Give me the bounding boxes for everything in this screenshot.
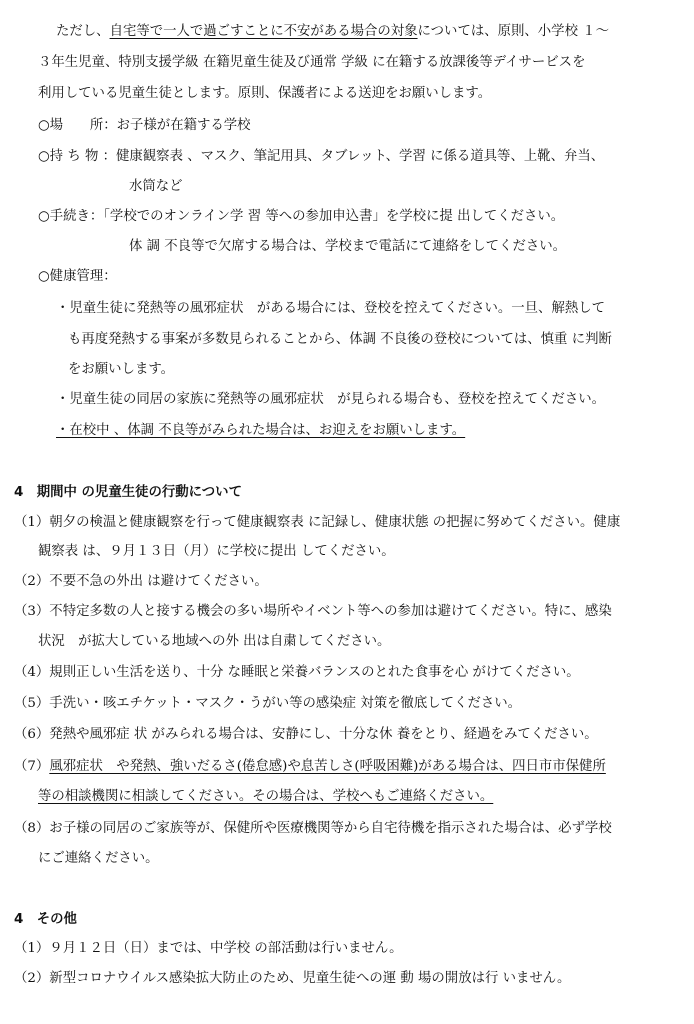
s4-item-7 — [14, 760, 606, 773]
intro-underlined: 自宅等で一人で過ごすことに不安がある場合の対象 — [109, 24, 418, 39]
s4-item-7-line-2: 等の相談機関に相談してください。その場合は、学校へもご連絡ください。 — [38, 789, 494, 804]
health-bullet-1-line-2: も再度発熱する事案が多数見られることから、体調 不良後の登校については、慎重 に判断 — [68, 332, 612, 347]
s4-item-5: （5）手洗い・咳エチケット・マスク・うがい等の感染症 対策を徹底してください。 — [14, 696, 522, 711]
intro-line-1 — [56, 25, 609, 38]
s4-item-1-line-2: 観察表 は、９月１３日（月）に学校に提出 してください。 — [38, 544, 395, 559]
other-item-1: （1）９月１２日（日）までは、中学校 の部活動は行いません。 — [14, 941, 403, 956]
section-other-title: 4 その他 — [14, 912, 77, 927]
s4-item-8: （8）お子様の同居のご家族等が、保健所や医療機関等から自宅待機を指示された場合は、必ず学校 — [14, 821, 612, 836]
s4-item-7-text: 風邪症状 や発熱、強いだるさ(倦怠感)や息苦しさ(呼吸困難)がある場合は、四日市市保健所 — [49, 759, 606, 774]
health-bullet-1: ・児童生徒に発熱等の風邪症状 がある場合には、登校を控えてください。一旦、解熱して — [56, 301, 606, 316]
health-bullet-2: ・児童生徒の同居の家族に発熱等の風邪症状 が見られる場合も、登校を控えてください。 — [56, 392, 606, 407]
other-item-2: （2）新型コロナウイルス感染拡大防止のため、児童生徒への運 動 場の開放は行 いません。 — [14, 971, 571, 986]
s4-item-3-line-2: 状況 が拡大している地域への外 出は自粛してください。 — [38, 634, 391, 649]
health-bullet-1-line-3: をお願いします。 — [68, 362, 175, 377]
s4-item-8-line-2: にご連絡ください。 — [38, 851, 159, 866]
section-4-title: 4 期間中 の児童生徒の行動について — [14, 485, 242, 500]
items-continued: 水筒など — [129, 179, 183, 194]
intro-text: ただし、 — [56, 24, 110, 39]
procedure-line: ○手続き：「学校でのオンライン学 習 等への参加申込書」を学校に提 出してください。 — [38, 209, 565, 224]
items-line: ○持 ち 物 ：健康観察表 、マスク、筆記用具、タブレット、学習 に係る道具等、上靴、弁当、 — [38, 149, 605, 164]
s4-item-2: （2）不要不急の外出 は避けてください。 — [14, 574, 268, 589]
s4-item-6: （6）発熱や風邪症 状 がみられる場合は、安静にし、十分な休 養をとり、経過をみてください。 — [14, 727, 598, 742]
s4-item-7-number: （7） — [14, 759, 50, 774]
health-bullet-3: ・在校中 、体調 不良等がみられた場合は、お迎えをお願いします。 — [56, 423, 466, 438]
s4-item-1: （1）朝夕の検温と健康観察を行って健康観察表 に記録し、健康状態 の把握に努めてください。健康 — [14, 515, 621, 530]
place-line: ○場 所：お子様が在籍する学校 — [38, 118, 251, 133]
intro-line-3: 利用している児童生徒とします。原則、保護者による送迎をお願いします。 — [38, 86, 492, 101]
procedure-continued: 体 調 不良等で欠席する場合は、学校まで電話にて連絡をしてください。 — [129, 239, 567, 254]
intro-text: については、原則、小学校 １～ — [417, 24, 610, 39]
s4-item-3: （3）不特定多数の人と接する機会の多い場所やイベント等への参加は避けてください。特に、感染 — [14, 604, 612, 619]
s4-item-4: （4）規則正しい生活を送り、十分 な睡眠と栄養バランスのとれた食事を心 がけてください。 — [14, 665, 580, 680]
health-label: ○健康管理： — [38, 269, 117, 284]
intro-line-2: ３年生児童、特別支援学級 在籍児童生徒及び通常 学級 に在籍する放課後等デイサービスを — [38, 55, 586, 70]
